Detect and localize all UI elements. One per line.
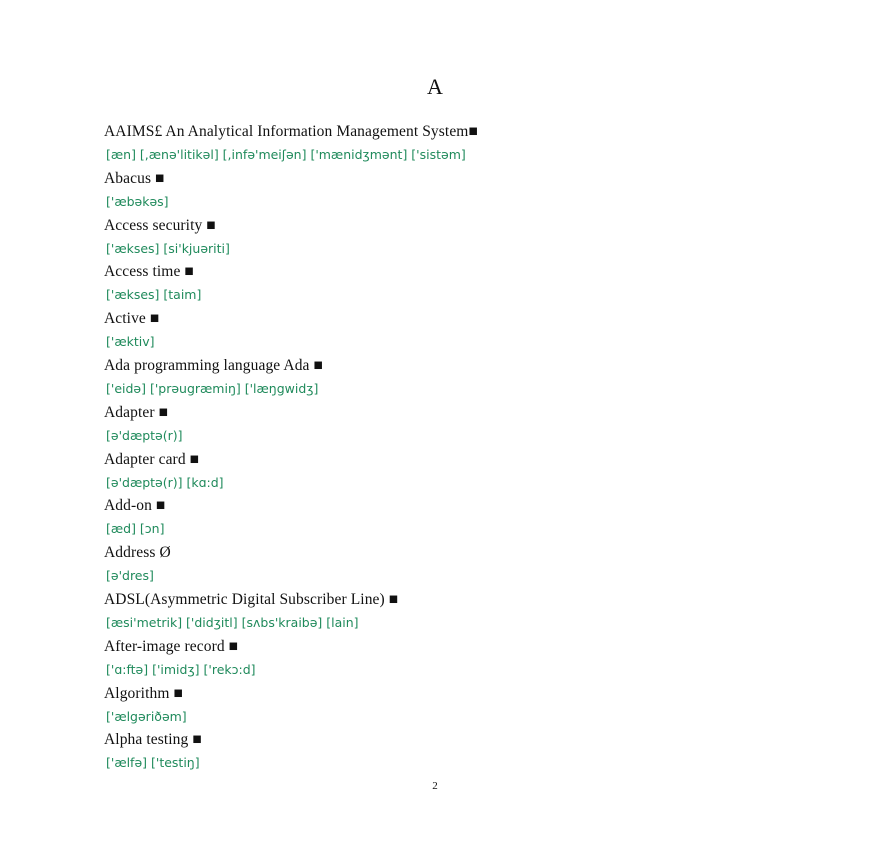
glossary-entry (104, 496, 824, 543)
entry-term: Ada programming language Ada ■ (104, 356, 323, 374)
glossary-entry (104, 730, 824, 777)
entry-phonetic: ['ælfə] ['testiŋ] (106, 755, 200, 771)
entry-term: Alpha testing ■ (104, 731, 202, 749)
entry-phonetic: ['eidə] ['prəugræmiŋ] ['læŋgwidʒ] (106, 380, 319, 396)
entry-phonetic: [ə'dæptə(r)] (106, 427, 183, 443)
entry-term: Address Ø (104, 544, 171, 562)
entry-phonetic: ['ækses] [taim] (106, 287, 202, 303)
glossary-entry (104, 216, 824, 263)
entry-term: Access time ■ (104, 263, 194, 281)
glossary-entry (104, 122, 824, 169)
page-number: 2 (432, 780, 438, 792)
entry-term: Abacus ■ (104, 169, 165, 187)
entry-phonetic: ['ælgəriðəm] (106, 708, 187, 724)
entry-phonetic: [ə'dres] (106, 568, 154, 584)
glossary-entry (104, 403, 824, 450)
glossary-entry (104, 262, 824, 309)
entry-term: ADSL(Asymmetric Digital Subscriber Line) ■ (104, 590, 399, 608)
glossary-entry (104, 169, 824, 216)
entry-term: After-image record ■ (104, 637, 239, 655)
entry-term: Add-on ■ (104, 497, 166, 515)
section-heading: A (427, 74, 443, 99)
glossary-entry (104, 637, 824, 684)
glossary-entry (104, 309, 824, 356)
entry-phonetic: ['ækses] [si'kjuəriti] (106, 240, 230, 256)
glossary-entry (104, 450, 824, 497)
entry-term: Active ■ (104, 310, 160, 328)
entry-phonetic: ['æbəkəs] (106, 193, 169, 209)
entry-term: Access security ■ (104, 216, 216, 234)
entry-phonetic: [æsi'metrik] ['didʒitl] [sʌbs'kraibə] [lain] (106, 614, 359, 630)
entry-term: AAIMS£ An Analytical Information Management System■ (104, 123, 478, 140)
entry-phonetic: [æd] [ɔn] (106, 521, 165, 537)
entry-term: Adapter ■ (104, 403, 169, 421)
entry-phonetic: ['æktiv] (106, 334, 155, 350)
glossary-entry (104, 590, 824, 637)
entry-term: Adapter card ■ (104, 450, 200, 468)
entry-phonetic: [ə'dæptə(r)] [kɑ:d] (106, 474, 224, 490)
entry-term: Algorithm ■ (104, 684, 183, 702)
entry-phonetic: [æn] [,ænə'litikəl] [,infə'meiʃən] ['mænidʒmənt] ['sistəm] (106, 147, 466, 162)
glossary-entry (104, 543, 824, 590)
glossary-entry (104, 684, 824, 731)
glossary-entry (104, 356, 824, 403)
entry-phonetic: ['ɑ:ftə] ['imidʒ] ['rekɔ:d] (106, 661, 256, 677)
glossary-list (104, 122, 824, 777)
